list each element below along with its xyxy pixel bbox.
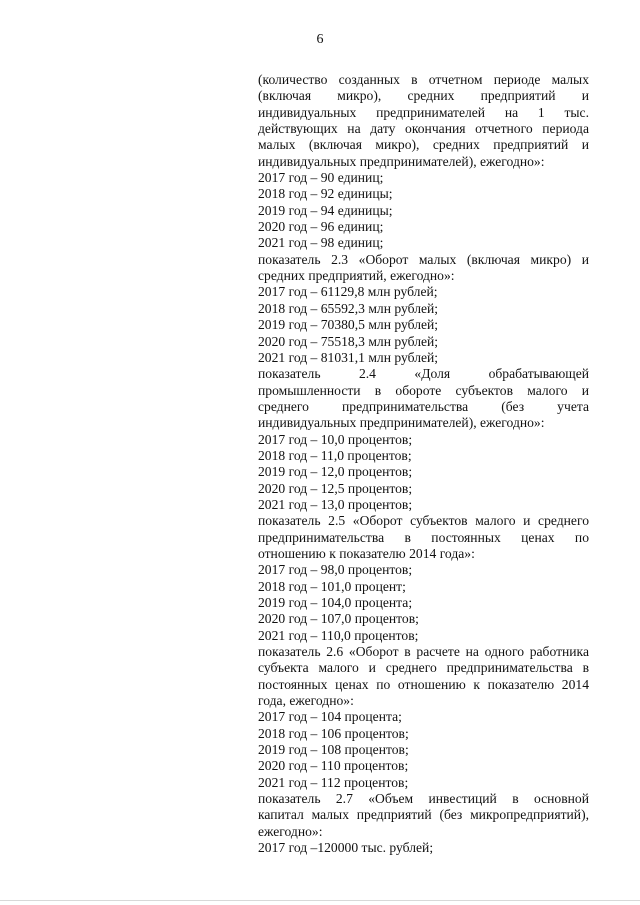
text-line: 2021 год – 81031,1 млн рублей; <box>258 349 439 365</box>
text-line: 2017 год – 90 единиц; <box>258 170 384 186</box>
text-line: года, ежегодно»: <box>258 693 354 709</box>
text-line: 2017 год – 61129,8 млн рублей; <box>258 284 438 300</box>
text-line: (количество созданных в отчетном периоде малых <box>258 72 589 87</box>
text-line: субъекта малого и среднего предпринимательства в <box>258 660 589 676</box>
text-line: показатель 2.4 «Доля обрабатывающей <box>258 366 589 382</box>
text-line: предпринимательства в постоянных ценах по <box>258 529 589 545</box>
text-line: 2021 год – 13,0 процентов; <box>258 496 413 512</box>
text-line: отношению к показателю 2014 года»: <box>258 545 475 561</box>
text-line: 2021 год – 112 процентов; <box>258 774 409 790</box>
text-line: индивидуальных предпринимателей), ежегодно»: <box>258 415 545 431</box>
text-line: 2018 год – 11,0 процентов; <box>258 447 412 463</box>
page-bottom-edge <box>0 900 640 901</box>
text-line: показатель 2.7 «Объем инвестиций в основной <box>258 791 589 807</box>
text-line: малых (включая микро), средних предприятий и <box>258 137 589 153</box>
text-line: 2019 год – 108 процентов; <box>258 742 409 758</box>
text-line: капитал малых предприятий (без микропредприятий), <box>258 807 589 823</box>
text-line: 2018 год – 92 единицы; <box>258 186 393 202</box>
text-line: 2020 год – 75518,3 млн рублей; <box>258 333 439 349</box>
text-line: 2019 год – 12,0 процентов; <box>258 464 413 480</box>
text-line: 2021 год – 110,0 процентов; <box>258 627 419 643</box>
text-line: показатель 2.6 «Оборот в расчете на одного работника <box>258 644 589 660</box>
text-line: 2019 год – 104,0 процента; <box>258 595 413 610</box>
text-line: показатель 2.5 «Оборот субъектов малого и среднего <box>258 513 589 529</box>
text-line: постоянных ценах по отношению к показателю 2014 <box>258 676 589 692</box>
text-line: 2021 год – 98 единиц; <box>258 235 384 251</box>
text-line: 2020 год – 110 процентов; <box>258 758 409 774</box>
text-line: 2018 год – 106 процентов; <box>258 725 409 741</box>
text-line: 2018 год – 101,0 процент; <box>258 578 406 594</box>
text-line: 2020 год – 12,5 процентов; <box>258 480 413 496</box>
text-line: 2018 год – 65592,3 млн рублей; <box>258 300 439 316</box>
text-line: индивидуальных предпринимателей), ежегодно»: <box>258 153 545 169</box>
text-line: действующих на дату окончания отчетного периода <box>258 121 589 137</box>
text-line: 2019 год – 94 единицы; <box>258 202 393 218</box>
text-line: промышленности в обороте субъектов малого и <box>258 382 589 398</box>
page-number: 6 <box>316 32 324 47</box>
text-line: среднего предпринимательства (без учета <box>258 398 589 414</box>
document-body <box>258 72 589 857</box>
text-line: 2017 год – 98,0 процентов; <box>258 562 413 578</box>
text-line: ежегодно»: <box>258 823 323 839</box>
text-line: средних предприятий, ежегодно»: <box>258 268 455 284</box>
text-line: 2017 год –120000 тыс. рублей; <box>258 840 434 856</box>
text-line: 2017 год – 104 процента; <box>258 709 402 725</box>
text-line: 2020 год – 96 единиц; <box>258 219 384 235</box>
text-line: 2017 год – 10,0 процентов; <box>258 431 413 447</box>
text-line: индивидуальных предпринимателей на 1 тыс. <box>258 104 589 120</box>
text-line: (включая микро), средних предприятий и <box>258 88 589 104</box>
text-line: 2020 год – 107,0 процентов; <box>258 611 419 627</box>
text-line: 2019 год – 70380,5 млн рублей; <box>258 317 439 333</box>
text-line: показатель 2.3 «Оборот малых (включая микро) и <box>258 251 589 267</box>
